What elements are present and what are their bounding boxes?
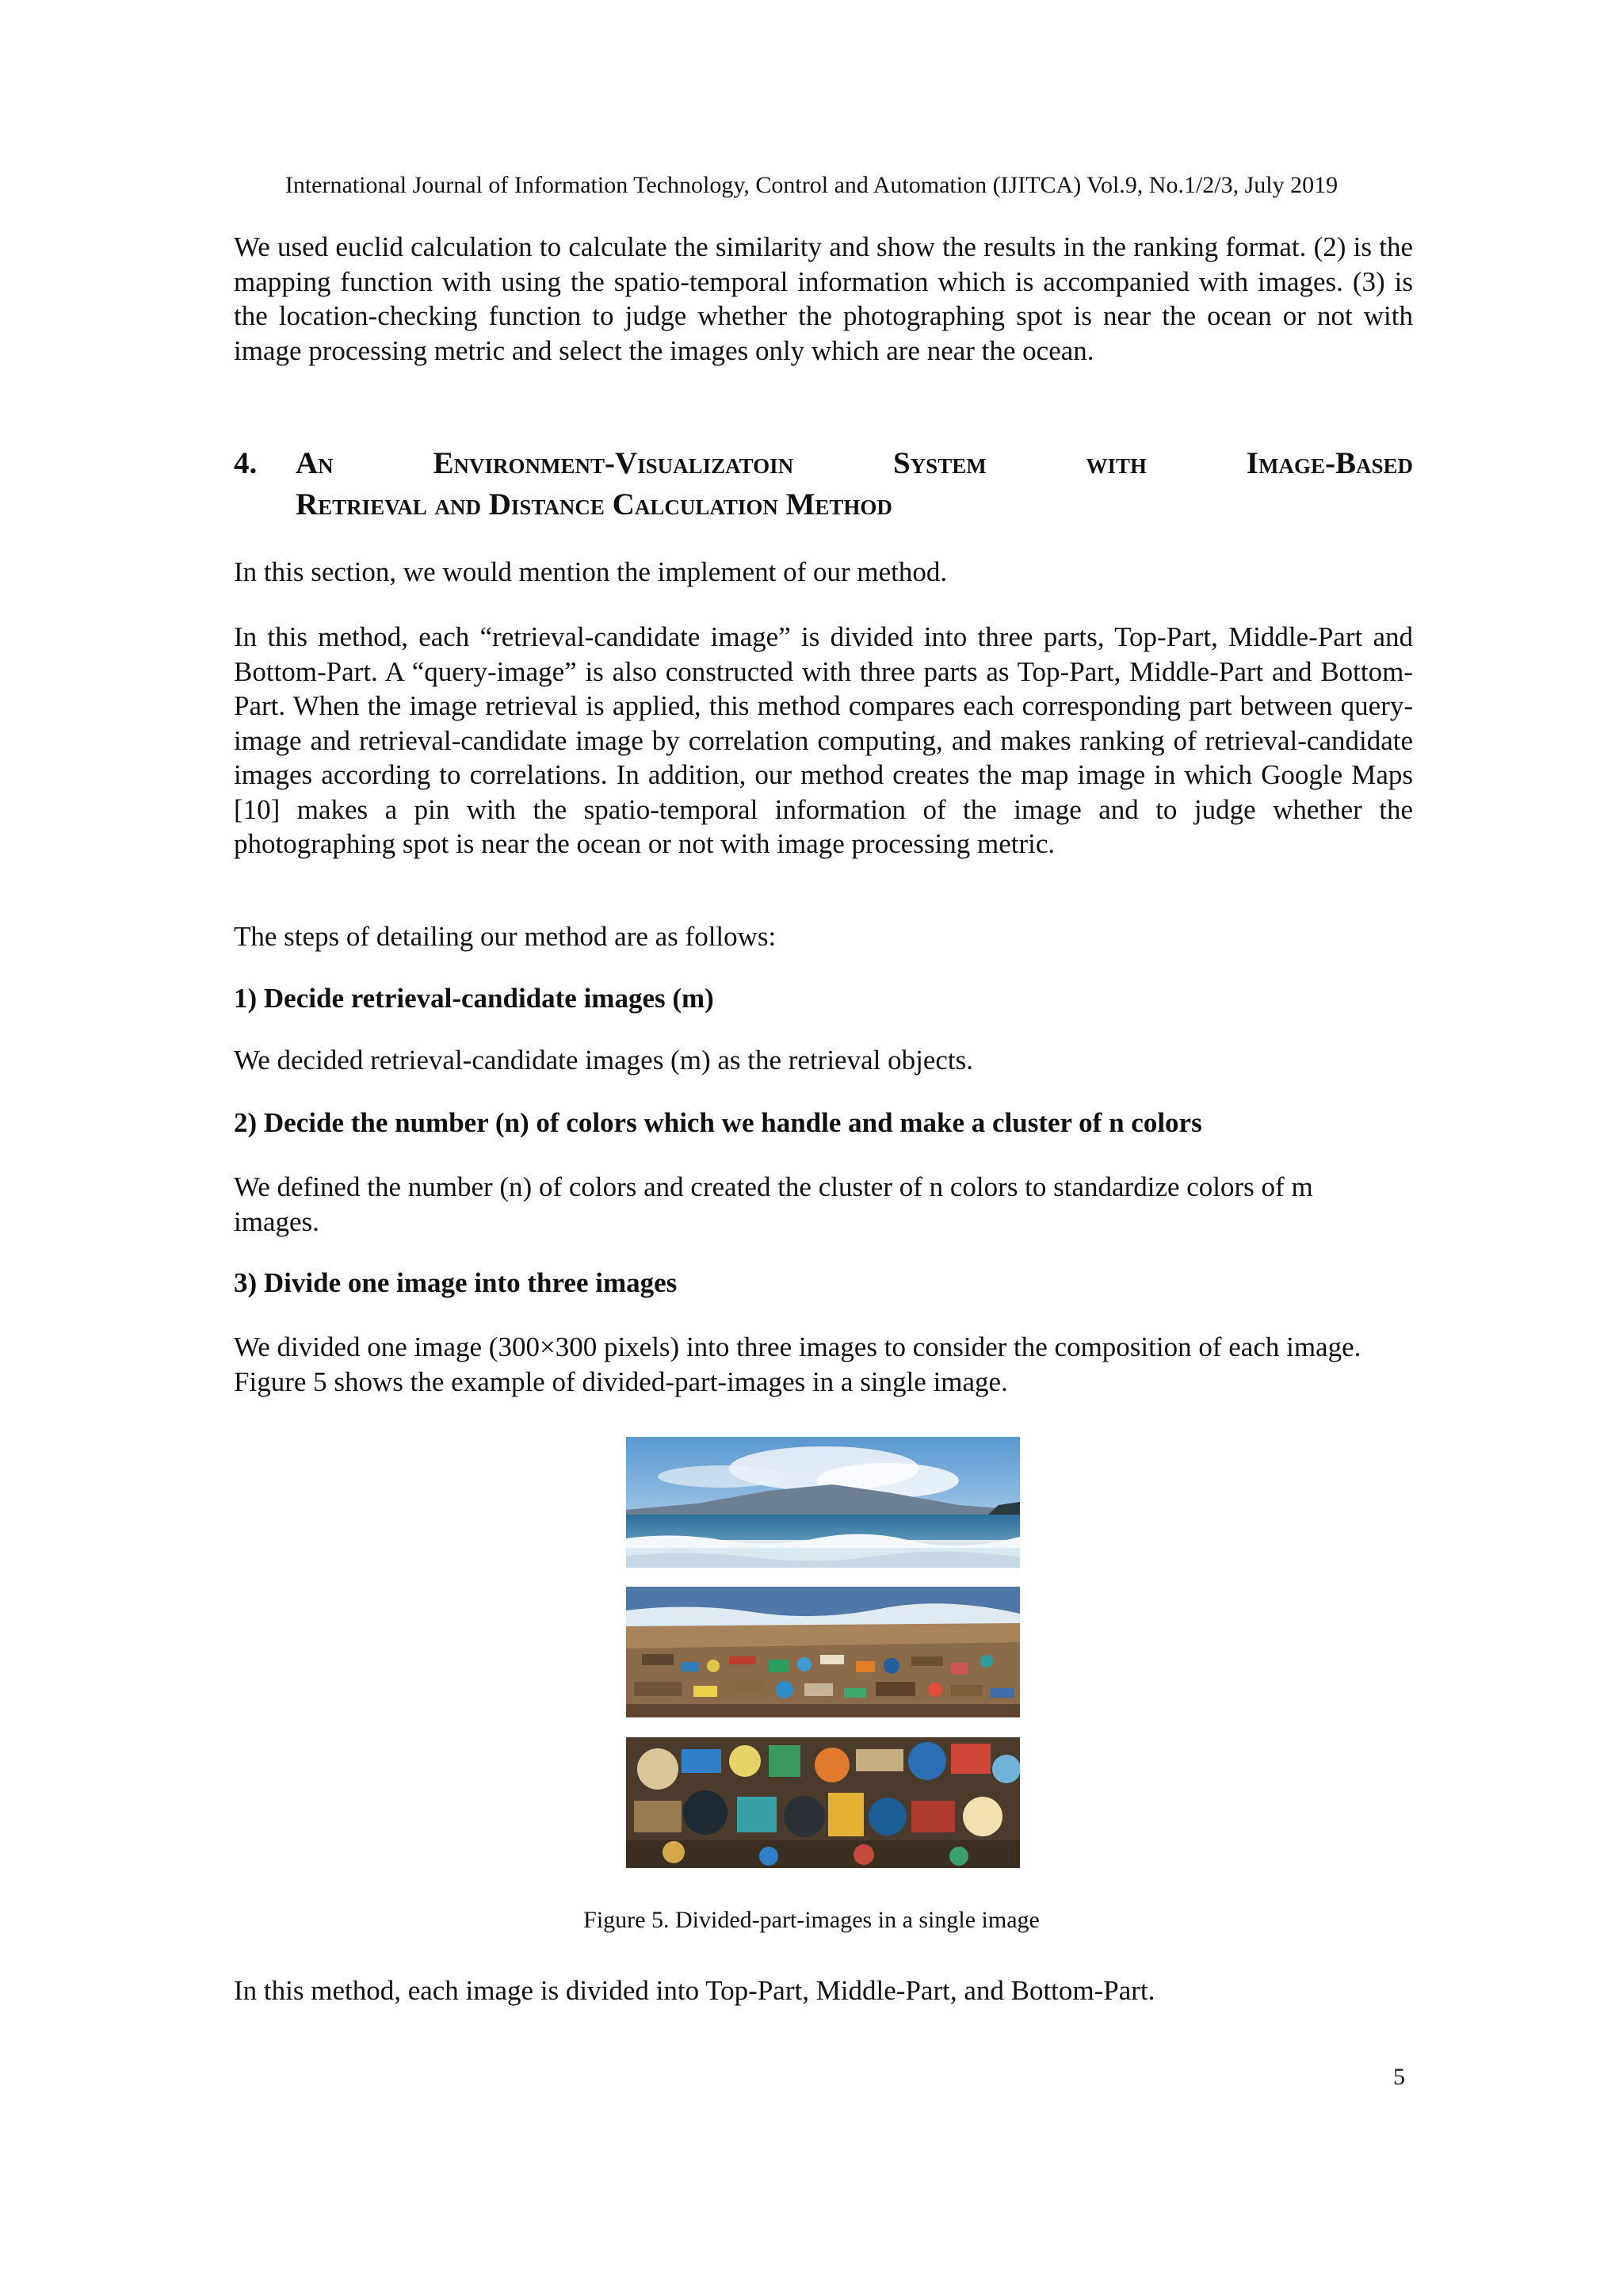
section-paragraph-1: In this section, we would mention the implement of our method. — [234, 556, 948, 587]
step-1-text-block — [234, 1043, 1413, 1078]
intro-paragraph: We used euclid calculation to calculate the similarity and show the results in the ranking format. (2) is the mapping function with using the spatio-temporal information which is accompanied with images. (3) is the location-checking function to judge whether the photographing spot is near the ocean or not with image processing metric and select the images only which are near the ocean. — [234, 231, 1413, 366]
step-2-heading: 2) Decide the number (n) of colors which we handle and make a cluster of n colors — [234, 1107, 1202, 1138]
closing-paragraph-block — [234, 1973, 1413, 2008]
section-paragraph-2-block — [234, 620, 1413, 861]
section-title-line-1 — [296, 444, 1413, 483]
section-paragraph-2: In this method, each “retrieval-candidate image” is divided into three parts, Top-Part, Middle-Part and Bottom-Part. A “query-image” is also constructed with three parts as Top-Part, Middle-Part and Bottom-Part. When the image retrieval is applied, this method compares each corresponding part between query-image and retrieval-candidate image by correlation computing, and makes ranking of retrieval-candidate images according to correlations. In addition, our method creates the map image in which Google Maps [10] makes a pin with the spatio-temporal information of the image and to judge whether the photographing spot is near the ocean or not with image processing metric. — [234, 621, 1413, 859]
section-paragraph-1-block — [234, 555, 1413, 590]
step-1-text: We decided retrieval-candidate images (m) as the retrieval objects. — [234, 1045, 973, 1075]
figure-top-part-image — [626, 1437, 1020, 1568]
figure-bottom-part-image — [626, 1737, 1020, 1868]
intro-paragraph-block — [234, 230, 1413, 368]
closing-paragraph: In this method, each image is divided into Top-Part, Middle-Part, and Bottom-Part. — [234, 1975, 1155, 2006]
section-heading — [234, 444, 1413, 531]
beach-debris-picture — [626, 1587, 1020, 1717]
section-paragraph-3: The steps of detailing our method are as follows: — [234, 921, 777, 952]
section-title-word: Environment-Visualizatoin — [433, 446, 794, 480]
step-2-text: We defined the number (n) of colors and created the cluster of n colors to standardize colors of m images. — [234, 1171, 1313, 1237]
step-2-text-block — [234, 1170, 1391, 1239]
figure-caption: Figure 5. Divided-part-images in a single image — [583, 1907, 1040, 1933]
step-3-text-block — [234, 1330, 1391, 1399]
section-title-line-2: Retrieval and Distance Calculation Method — [296, 487, 892, 521]
section-title-word: An — [296, 446, 334, 480]
section-paragraph-3-block — [234, 919, 1413, 954]
step-3-text: We divided one image (300×300 pixels) into three images to consider the composition of each image. Figure 5 shows the example of divided-part-images in a single image. — [234, 1331, 1361, 1397]
running-header: International Journal of Information Technology, Control and Automation (IJITCA) Vol.9, No.1/2/3, July 2019 — [285, 172, 1338, 198]
ocean-horizon-picture — [626, 1437, 1020, 1568]
step-1-heading: 1) Decide retrieval-candidate images (m) — [234, 983, 714, 1014]
section-title-word: with — [1086, 446, 1148, 480]
figure-middle-part-image — [626, 1587, 1020, 1717]
page-number: 5 — [1393, 2064, 1405, 2090]
section-number: 4. — [234, 446, 258, 480]
step-3-heading: 3) Divide one image into three images — [234, 1267, 678, 1298]
section-title-word: System — [892, 446, 987, 480]
plastic-debris-closeup-picture — [626, 1737, 1020, 1868]
section-title-word: Image-Based — [1246, 446, 1413, 480]
